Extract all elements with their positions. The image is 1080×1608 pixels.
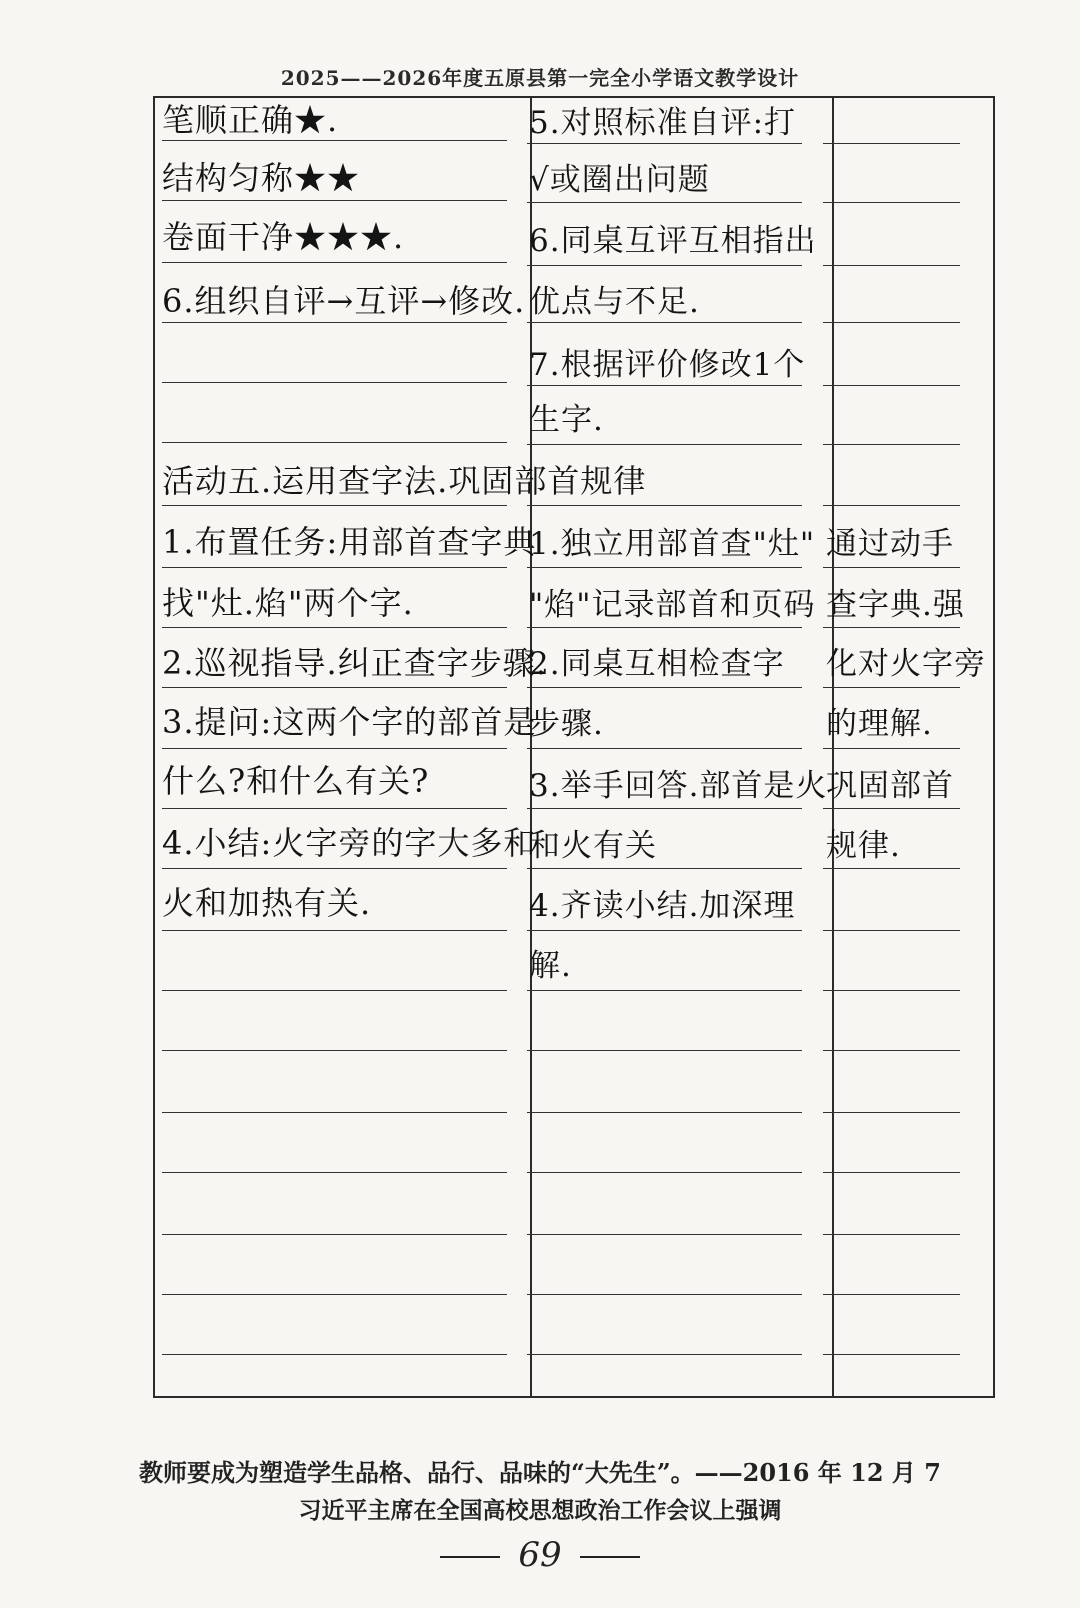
mid-line: 2.同桌互相检查字 bbox=[529, 646, 785, 682]
page-number-dash-right bbox=[580, 1556, 640, 1558]
ruled-line bbox=[162, 382, 507, 383]
footer-attribution: 习近平主席在全国高校思想政治工作会议上强调 bbox=[298, 1497, 782, 1524]
ruled-line bbox=[527, 748, 802, 749]
ruled-line bbox=[823, 930, 960, 931]
ruled-line bbox=[823, 868, 960, 869]
mid-line: 5.对照标准自评:打 bbox=[529, 105, 797, 141]
mid-line: 优点与不足. bbox=[529, 284, 700, 320]
ruled-line bbox=[527, 202, 802, 203]
page-number-value: 69 bbox=[518, 1535, 562, 1575]
ruled-line bbox=[527, 808, 802, 809]
footer-quote: 教师要成为塑造学生品格、品行、品味的“大先生”。——2016 年 12 月 7 bbox=[139, 1458, 941, 1487]
mid-line: 7.根据评价修改1个 bbox=[529, 347, 806, 383]
ruled-line bbox=[823, 505, 960, 506]
ruled-line bbox=[162, 1172, 507, 1173]
left-line: 1.布置任务:用部首查字典 bbox=[162, 523, 537, 561]
left-line: 2.巡视指导.纠正查字步骤. bbox=[162, 644, 547, 682]
ruled-line bbox=[162, 505, 507, 506]
ruled-line bbox=[162, 1112, 507, 1113]
ruled-line bbox=[823, 1354, 960, 1355]
left-line: 4.小结:火字旁的字大多和 bbox=[162, 824, 537, 862]
ruled-line bbox=[823, 1112, 960, 1113]
mid-line: 3.举手回答.部首是火 bbox=[529, 768, 828, 804]
ruled-line bbox=[162, 1354, 507, 1355]
ruled-line bbox=[162, 140, 507, 141]
mid-line: 生字. bbox=[529, 402, 604, 438]
ruled-line bbox=[527, 1050, 802, 1051]
ruled-line bbox=[162, 262, 507, 263]
left-line: 找"灶.焰"两个字. bbox=[162, 584, 414, 622]
ruled-line bbox=[823, 1050, 960, 1051]
ruled-line bbox=[162, 567, 507, 568]
page-header: 2025——2026年度五原县第一完全小学语文教学设计 bbox=[280, 66, 800, 90]
column-divider-2 bbox=[832, 98, 834, 1396]
ruled-line bbox=[823, 322, 960, 323]
right-line: 的理解. bbox=[826, 706, 933, 742]
ruled-line bbox=[823, 748, 960, 749]
ruled-line bbox=[527, 265, 802, 266]
left-line: 火和加热有关. bbox=[162, 884, 372, 922]
left-line: 什么?和什么有关? bbox=[162, 762, 430, 800]
left-line: 笔顺正确★. bbox=[162, 101, 339, 139]
ruled-line bbox=[527, 687, 802, 688]
ruled-line bbox=[527, 930, 802, 931]
ruled-line bbox=[823, 990, 960, 991]
ruled-line bbox=[823, 444, 960, 445]
right-line: 通过动手 bbox=[826, 526, 954, 562]
left-line: 结构匀称★★ bbox=[162, 159, 361, 197]
ruled-line bbox=[162, 322, 507, 323]
right-line: 规律. bbox=[826, 828, 901, 864]
ruled-line bbox=[823, 808, 960, 809]
mid-line: 6.同桌互评互相指出 bbox=[529, 223, 817, 259]
page-number-dash-left bbox=[440, 1556, 500, 1558]
page-number bbox=[0, 1535, 1080, 1575]
right-line: 化对火字旁 bbox=[826, 646, 986, 682]
ruled-line bbox=[527, 143, 802, 144]
ruled-line bbox=[162, 1234, 507, 1235]
ruled-line bbox=[162, 1050, 507, 1051]
ruled-line bbox=[527, 1354, 802, 1355]
ruled-line bbox=[823, 385, 960, 386]
ruled-line bbox=[823, 627, 960, 628]
ruled-line bbox=[162, 748, 507, 749]
ruled-line bbox=[527, 444, 802, 445]
ruled-line bbox=[527, 505, 802, 506]
ruled-line bbox=[527, 868, 802, 869]
mid-line: 1.独立用部首查"灶" bbox=[529, 526, 816, 562]
ruled-line bbox=[162, 868, 507, 869]
ruled-line bbox=[527, 1112, 802, 1113]
ruled-line bbox=[823, 143, 960, 144]
ruled-line bbox=[162, 1294, 507, 1295]
ruled-line bbox=[823, 1234, 960, 1235]
right-line: 查字典.强 bbox=[826, 587, 965, 623]
ruled-line bbox=[527, 1234, 802, 1235]
mid-line: 步骤. bbox=[529, 706, 604, 742]
left-line: 6.组织自评→互评→修改. bbox=[162, 282, 526, 320]
ruled-line bbox=[823, 202, 960, 203]
ruled-line bbox=[527, 567, 802, 568]
ruled-line bbox=[162, 990, 507, 991]
ruled-line bbox=[823, 1172, 960, 1173]
ruled-line bbox=[162, 200, 507, 201]
ruled-line bbox=[527, 1172, 802, 1173]
ruled-line bbox=[162, 687, 507, 688]
left-line: 3.提问:这两个字的部首是 bbox=[162, 703, 537, 741]
ruled-line bbox=[162, 627, 507, 628]
mid-line: √或圈出问题 bbox=[529, 162, 710, 198]
ruled-line bbox=[527, 1294, 802, 1295]
activity-heading: 活动五.运用查字法.巩固部首规律 bbox=[162, 462, 647, 500]
mid-line: 和火有关 bbox=[529, 828, 657, 864]
ruled-line bbox=[823, 1294, 960, 1295]
mid-line: 4.齐读小结.加深理 bbox=[529, 888, 796, 924]
mid-line: "焰"记录部首和页码 bbox=[529, 587, 816, 623]
ruled-line bbox=[823, 687, 960, 688]
ruled-line bbox=[527, 990, 802, 991]
right-line: 巩固部首 bbox=[826, 768, 954, 804]
ruled-line bbox=[823, 265, 960, 266]
ruled-line bbox=[527, 322, 802, 323]
ruled-line bbox=[162, 808, 507, 809]
ruled-line bbox=[527, 385, 802, 386]
left-line: 卷面干净★★★. bbox=[162, 218, 405, 256]
ruled-line bbox=[162, 442, 507, 443]
mid-line: 解. bbox=[529, 948, 572, 984]
ruled-line bbox=[823, 567, 960, 568]
ruled-line bbox=[527, 627, 802, 628]
ruled-line bbox=[162, 930, 507, 931]
